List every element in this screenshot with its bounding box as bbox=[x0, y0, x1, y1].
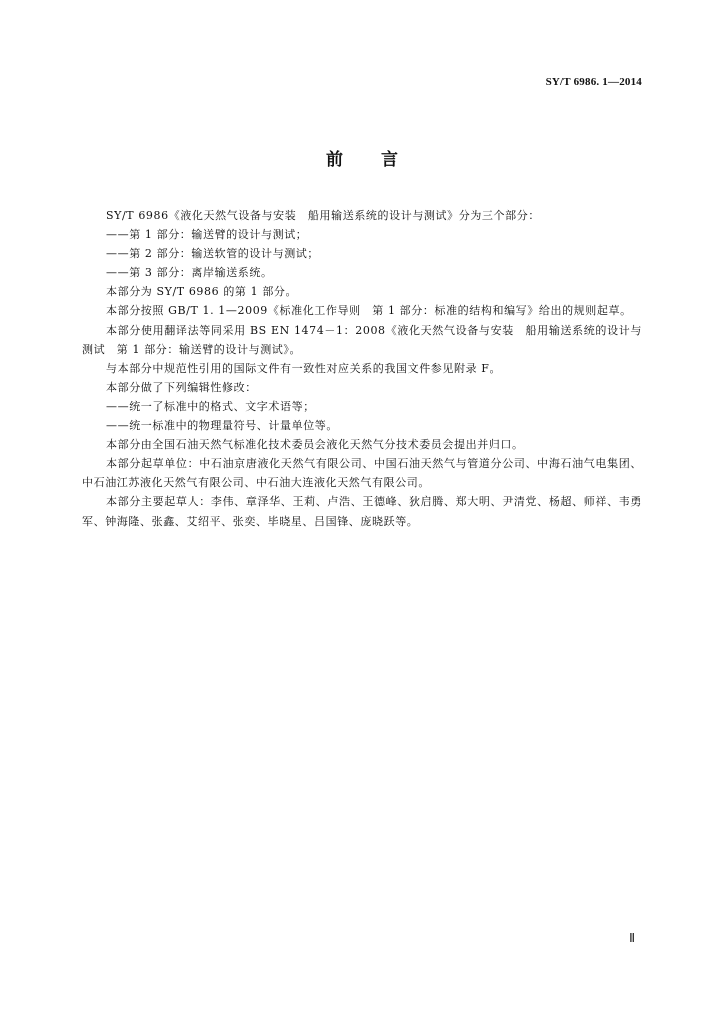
paragraph: 本部分使用翻译法等同采用 BS EN 1474－1：2008《液化天然气设备与安装 船用输送系统的设计与测试 第 1 部分：输送臂的设计与测试》。 bbox=[82, 323, 642, 356]
page-title bbox=[0, 145, 724, 170]
page-number: Ⅱ bbox=[629, 931, 635, 945]
title-char-1: 前 bbox=[326, 150, 343, 170]
paragraph: 与本部分中规范性引用的国际文件有一致性对应关系的我国文件参见附录 F。 bbox=[106, 361, 502, 375]
paragraph: 本部分主要起草人：李伟、章泽华、王莉、卢浩、王德峰、狄启腾、郑大明、尹清党、杨超、师祥、韦勇军、钟海隆、张鑫、艾绍平、张奕、毕晓星、吕国锋、庞晓跃等。 bbox=[82, 495, 642, 528]
preface-body bbox=[82, 206, 642, 531]
paragraph: ——第 2 部分：输送软管的设计与测试； bbox=[106, 247, 319, 261]
paragraph: ——第 1 部分：输送臂的设计与测试； bbox=[106, 228, 308, 242]
paragraph: 本部分做了下列编辑性修改： bbox=[106, 380, 257, 394]
paragraph: ——统一了标准中的格式、文字术语等； bbox=[106, 399, 315, 413]
paragraph: ——第 3 部分：离岸输送系统。 bbox=[106, 266, 273, 280]
standard-code: SY/T 6986. 1—2014 bbox=[545, 76, 642, 88]
paragraph: ——统一标准中的物理量符号、计量单位等。 bbox=[106, 419, 338, 433]
paragraph: SY/T 6986《液化天然气设备与安装 船用输送系统的设计与测试》分为三个部分： bbox=[106, 209, 540, 222]
title-char-2: 言 bbox=[381, 150, 398, 170]
paragraph: 本部分按照 GB/T 1. 1—2009《标准化工作导则 第 1 部分：标准的结构和编写》给出的规则起草。 bbox=[106, 304, 632, 318]
paragraph: 本部分起草单位：中石油京唐液化天然气有限公司、中国石油天然气与管道分公司、中海石油气电集团、中石油江苏液化天然气有限公司、中石油大连液化天然气有限公司。 bbox=[82, 457, 642, 490]
paragraph: 本部分为 SY/T 6986 的第 1 部分。 bbox=[106, 285, 298, 299]
paragraph: 本部分由全国石油天然气标准化技术委员会液化天然气分技术委员会提出并归口。 bbox=[106, 438, 524, 452]
